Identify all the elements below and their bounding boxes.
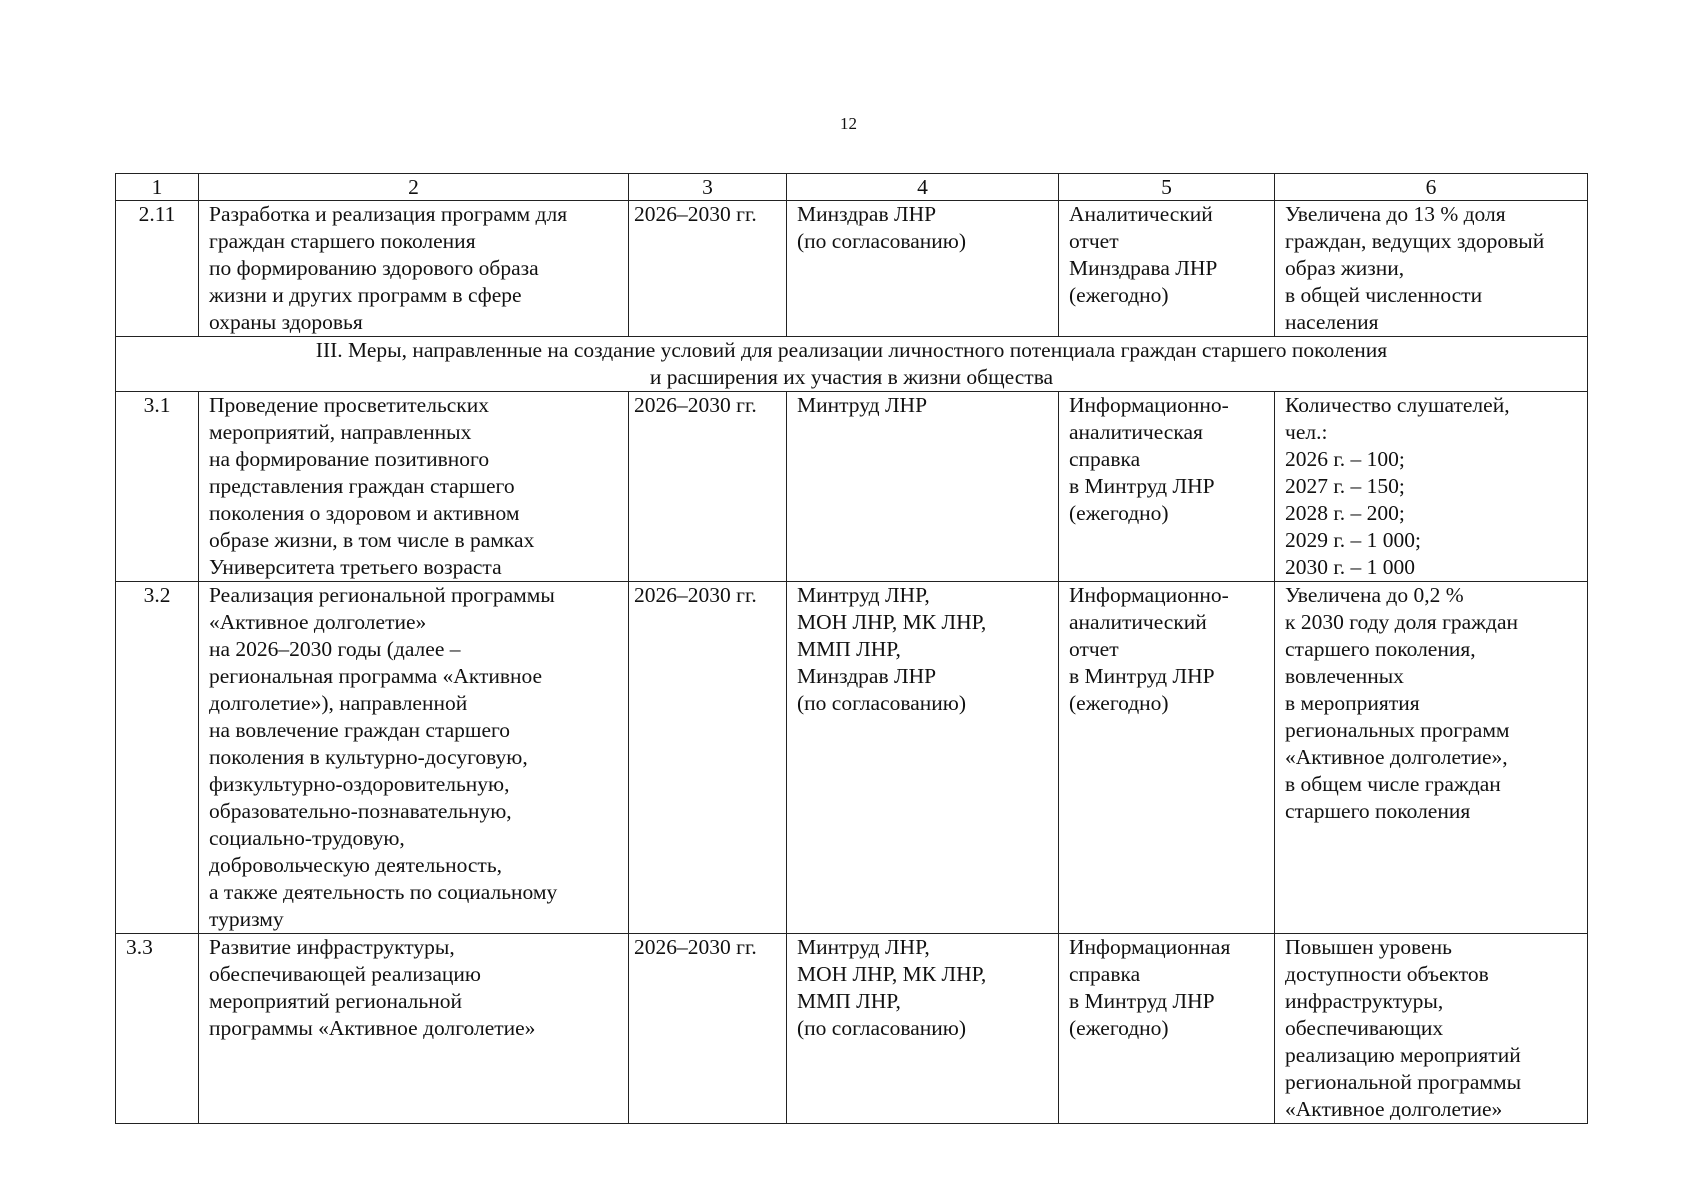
result-cell: Увеличена до 13 % доля граждан, ведущих здоровый образ жизни, в общей численности населения — [1275, 201, 1588, 337]
result-cell: Увеличена до 0,2 % к 2030 году доля граждан старшего поколения, вовлеченных в мероприятия региональных программ «Активное долголетие», в общем числе граждан старшего поколения — [1275, 582, 1588, 934]
column-header: 2 — [199, 174, 629, 201]
table-header-row — [116, 174, 1588, 201]
row-number: 3.2 — [116, 582, 199, 934]
column-header: 5 — [1059, 174, 1275, 201]
row-number: 2.11 — [116, 201, 199, 337]
column-header: 6 — [1275, 174, 1588, 201]
report-cell: Аналитический отчет Минздрава ЛНР (ежегодно) — [1059, 201, 1275, 337]
executor-cell: Минздрав ЛНР (по согласованию) — [787, 201, 1059, 337]
table-row — [116, 392, 1588, 582]
period-cell: 2026–2030 гг. — [629, 392, 787, 582]
report-cell: Информационно- аналитический отчет в Минтруд ЛНР (ежегодно) — [1059, 582, 1275, 934]
measures-table — [115, 173, 1588, 1124]
row-number: 3.3 — [116, 934, 199, 1124]
executor-cell: Минтруд ЛНР, МОН ЛНР, МК ЛНР, ММП ЛНР, Минздрав ЛНР (по согласованию) — [787, 582, 1059, 934]
table-row — [116, 201, 1588, 337]
measure-cell: Разработка и реализация программ для граждан старшего поколения по формированию здорового образа жизни и других программ в сфере охраны здоровья — [199, 201, 629, 337]
report-cell: Информационная справка в Минтруд ЛНР (ежегодно) — [1059, 934, 1275, 1124]
measure-cell: Реализация региональной программы «Активное долголетие» на 2026–2030 годы (далее – региональная программа «Активное долголетие»), направленной на вовлечение граждан старшего поколения в культурно-досуговую, физкультурно-оздоровительную, образовательно-познавательную, социально-трудовую, добровольческую деятельность, а также деятельность по социальному туризму — [199, 582, 629, 934]
column-header: 1 — [116, 174, 199, 201]
section-heading: III. Меры, направленные на создание условий для реализации личностного потенциала граждан старшего поколения и расширения их участия в жизни общества — [116, 337, 1588, 392]
period-cell: 2026–2030 гг. — [629, 934, 787, 1124]
page-number: 12 — [840, 114, 857, 133]
result-cell: Повышен уровень доступности объектов инфраструктуры, обеспечивающих реализацию мероприятий региональной программы «Активное долголетие» — [1275, 934, 1588, 1124]
executor-cell: Минтруд ЛНР, МОН ЛНР, МК ЛНР, ММП ЛНР, (по согласованию) — [787, 934, 1059, 1124]
measure-cell: Проведение просветительских мероприятий, направленных на формирование позитивного представления граждан старшего поколения о здоровом и активном образе жизни, в том числе в рамках Университета третьего возраста — [199, 392, 629, 582]
executor-cell: Минтруд ЛНР — [787, 392, 1059, 582]
period-cell: 2026–2030 гг. — [629, 582, 787, 934]
section-row — [116, 337, 1588, 392]
period-cell: 2026–2030 гг. — [629, 201, 787, 337]
report-cell: Информационно- аналитическая справка в Минтруд ЛНР (ежегодно) — [1059, 392, 1275, 582]
row-number: 3.1 — [116, 392, 199, 582]
measure-cell: Развитие инфраструктуры, обеспечивающей реализацию мероприятий региональной программы «Активное долголетие» — [199, 934, 629, 1124]
column-header: 3 — [629, 174, 787, 201]
result-cell: Количество слушателей, чел.: 2026 г. – 100; 2027 г. – 150; 2028 г. – 200; 2029 г. – 1 000; 2030 г. – 1 000 — [1275, 392, 1588, 582]
table-row — [116, 582, 1588, 934]
table-row — [116, 934, 1588, 1124]
column-header: 4 — [787, 174, 1059, 201]
